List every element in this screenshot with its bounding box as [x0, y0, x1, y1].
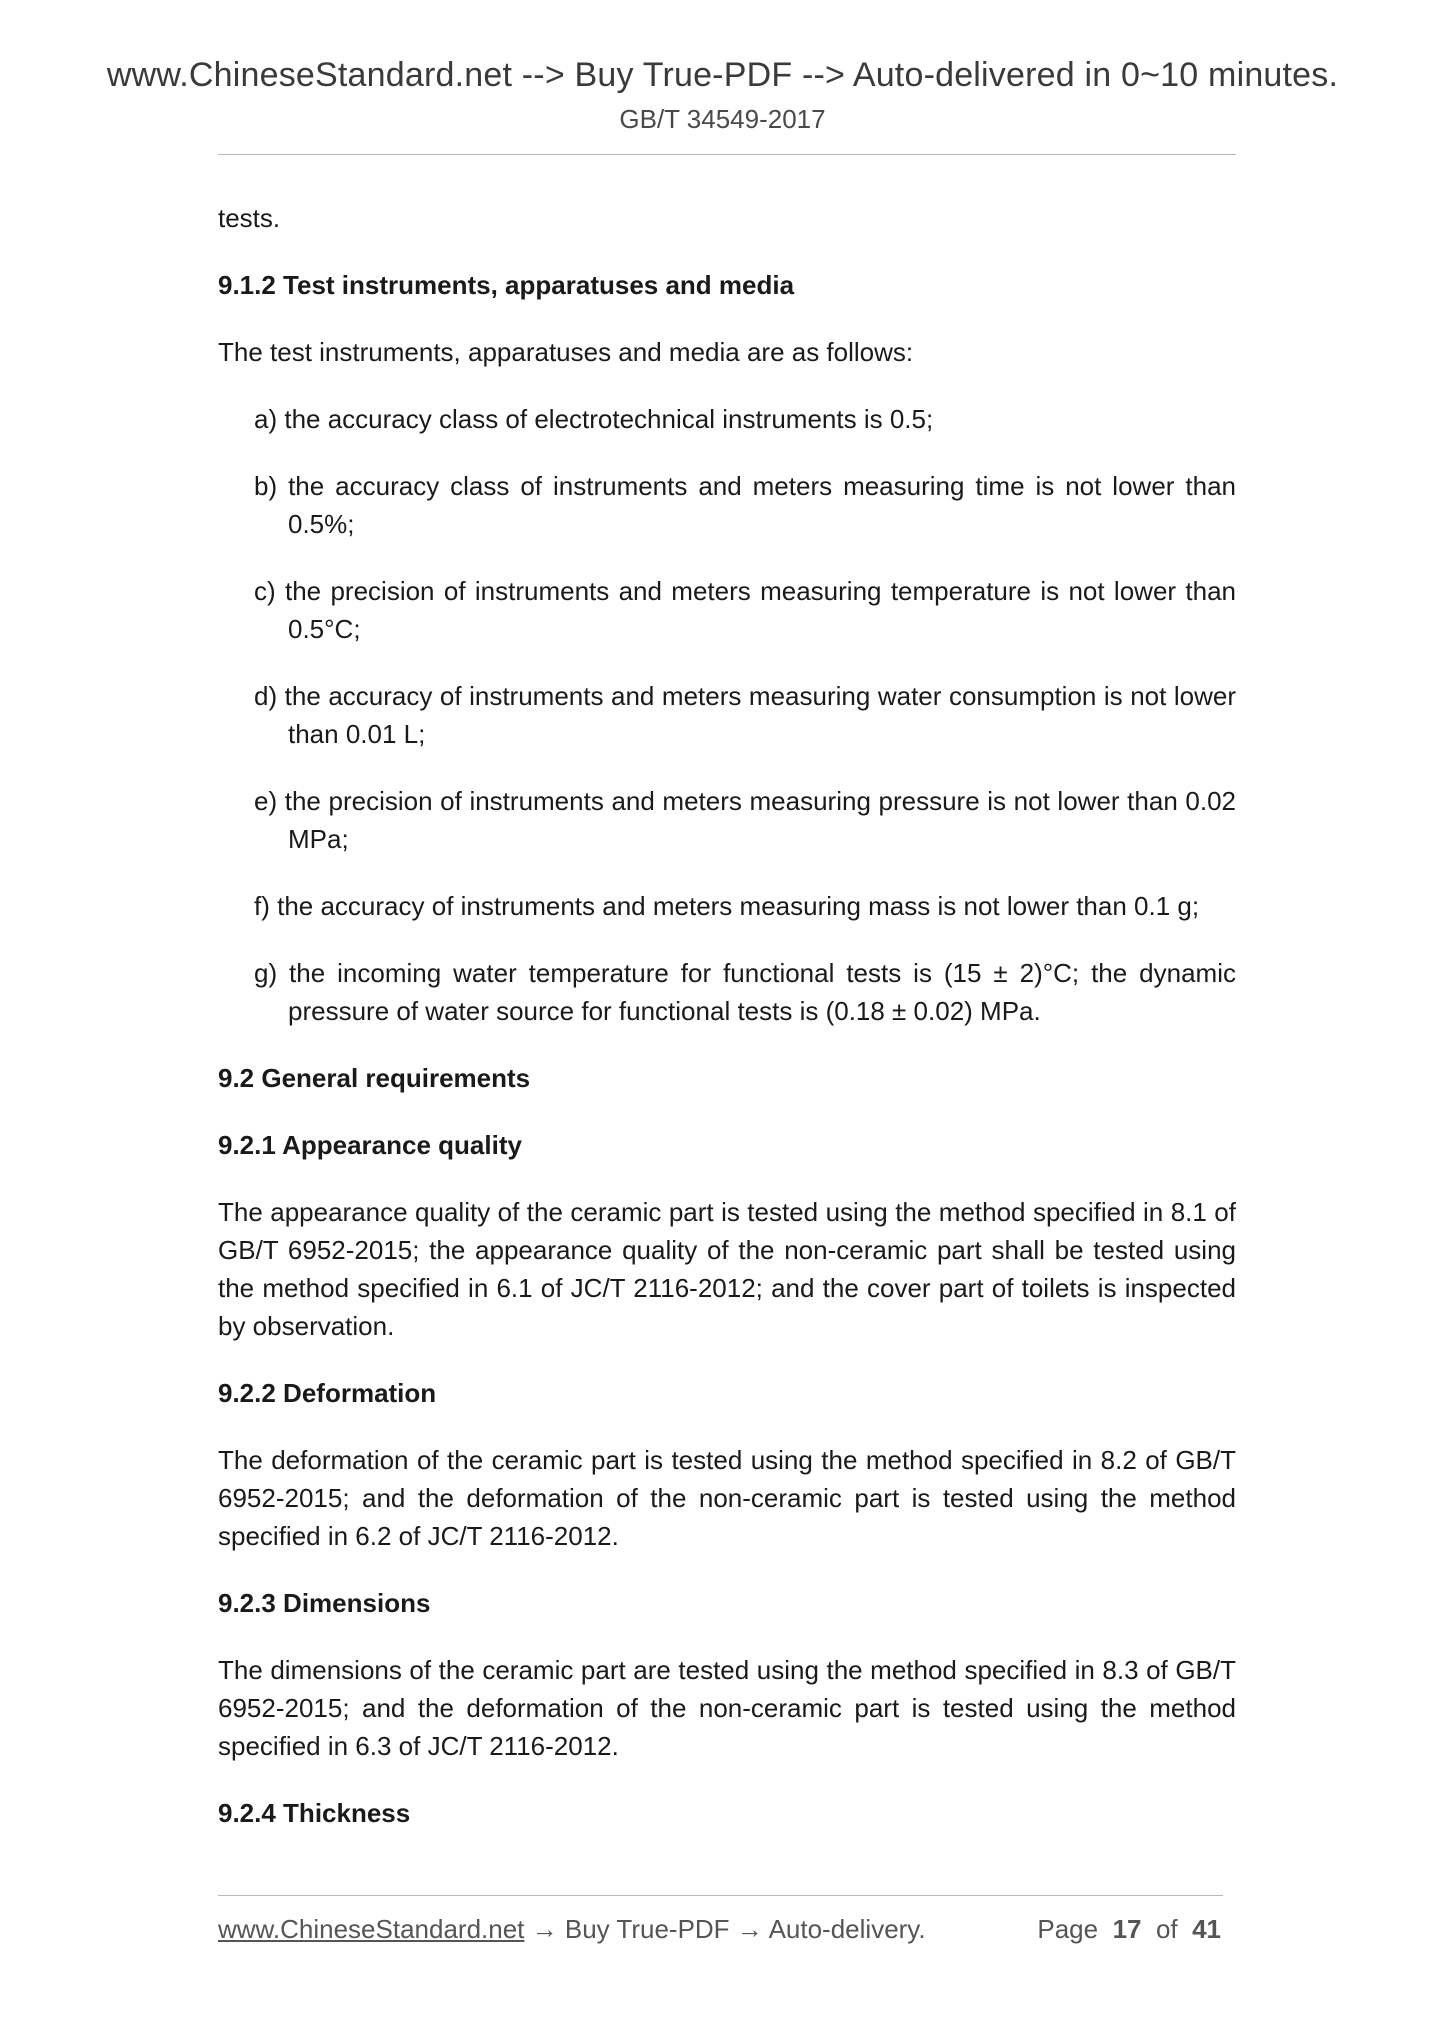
list-item-g: g) the incoming water temperature for functional tests is (15 ± 2)°C; the dynamic pressure of water source for functional tests is (0.18 ± 0.02) MPa. [254, 958, 1236, 1026]
section-9-1-2-heading: 9.1.2 Test instruments, apparatuses and media [218, 270, 795, 300]
list-item-e: e) the precision of instruments and meters measuring pressure is not lower than 0.02 MPa; [254, 786, 1236, 854]
list-item-c: c) the precision of instruments and meters measuring temperature is not lower than 0.5°C; [254, 576, 1236, 644]
list-item-f: f) the accuracy of instruments and meters measuring mass is not lower than 0.1 g; [254, 891, 1200, 921]
footer-promo [218, 1914, 926, 1945]
section-9-2-heading: 9.2 General requirements [218, 1063, 531, 1093]
standard-code: GB/T 34549-2017 [619, 104, 826, 134]
list-item-b: b) the accuracy class of instruments and meters measuring time is not lower than 0.5%; [254, 471, 1236, 539]
list-item-a: a) the accuracy class of electrotechnical instruments is 0.5; [254, 404, 934, 434]
list-item-d: d) the accuracy of instruments and meters measuring water consumption is not lower than 0.01 L; [254, 681, 1236, 749]
footer-site-link[interactable]: www.ChineseStandard.net [218, 1914, 525, 1944]
footer-tagline: → Buy True-PDF → Auto-delivery. [524, 1914, 926, 1944]
section-9-2-3-text: The dimensions of the ceramic part are tested using the method specified in 8.3 of GB/T 6952-2015; and the deformation of the non-ceramic part is tested using the method specified in 6.3 of JC/T 2116-2012. [218, 1655, 1236, 1761]
continuation-text: tests. [218, 203, 281, 233]
section-9-2-1-text: The appearance quality of the ceramic part is tested using the method specified in 8.1 of GB/T 6952-2015; the appearance quality of the non-ceramic part shall be tested using the method specified in 6.1 of JC/T 2116-2012; and the cover part of toilets is inspected by observation. [218, 1197, 1236, 1341]
section-9-1-2-intro: The test instruments, apparatuses and media are as follows: [218, 337, 914, 367]
header-divider [218, 154, 1236, 155]
section-9-2-4-heading: 9.2.4 Thickness [218, 1798, 411, 1828]
header-banner[interactable]: www.ChineseStandard.net --> Buy True-PDF --> Auto-delivered in 0~10 minutes. [106, 56, 1339, 94]
section-9-2-1-heading: 9.2.1 Appearance quality [218, 1130, 522, 1160]
section-9-2-3-heading: 9.2.3 Dimensions [218, 1588, 431, 1618]
section-9-2-2-heading: 9.2.2 Deformation [218, 1378, 437, 1408]
page-body [218, 199, 1236, 1832]
total-pages: 41 [1192, 1914, 1221, 1944]
page-label: Page [1037, 1914, 1099, 1944]
page-indicator [1037, 1914, 1221, 1945]
of-label: of [1155, 1914, 1178, 1944]
current-page-number: 17 [1112, 1914, 1142, 1944]
section-9-2-2-text: The deformation of the ceramic part is tested using the method specified in 8.2 of GB/T 6952-2015; and the deformation of the non-ceramic part is tested using the method specified in 6.2 of JC/T 2116-2012. [218, 1445, 1236, 1551]
footer-divider [218, 1895, 1223, 1896]
